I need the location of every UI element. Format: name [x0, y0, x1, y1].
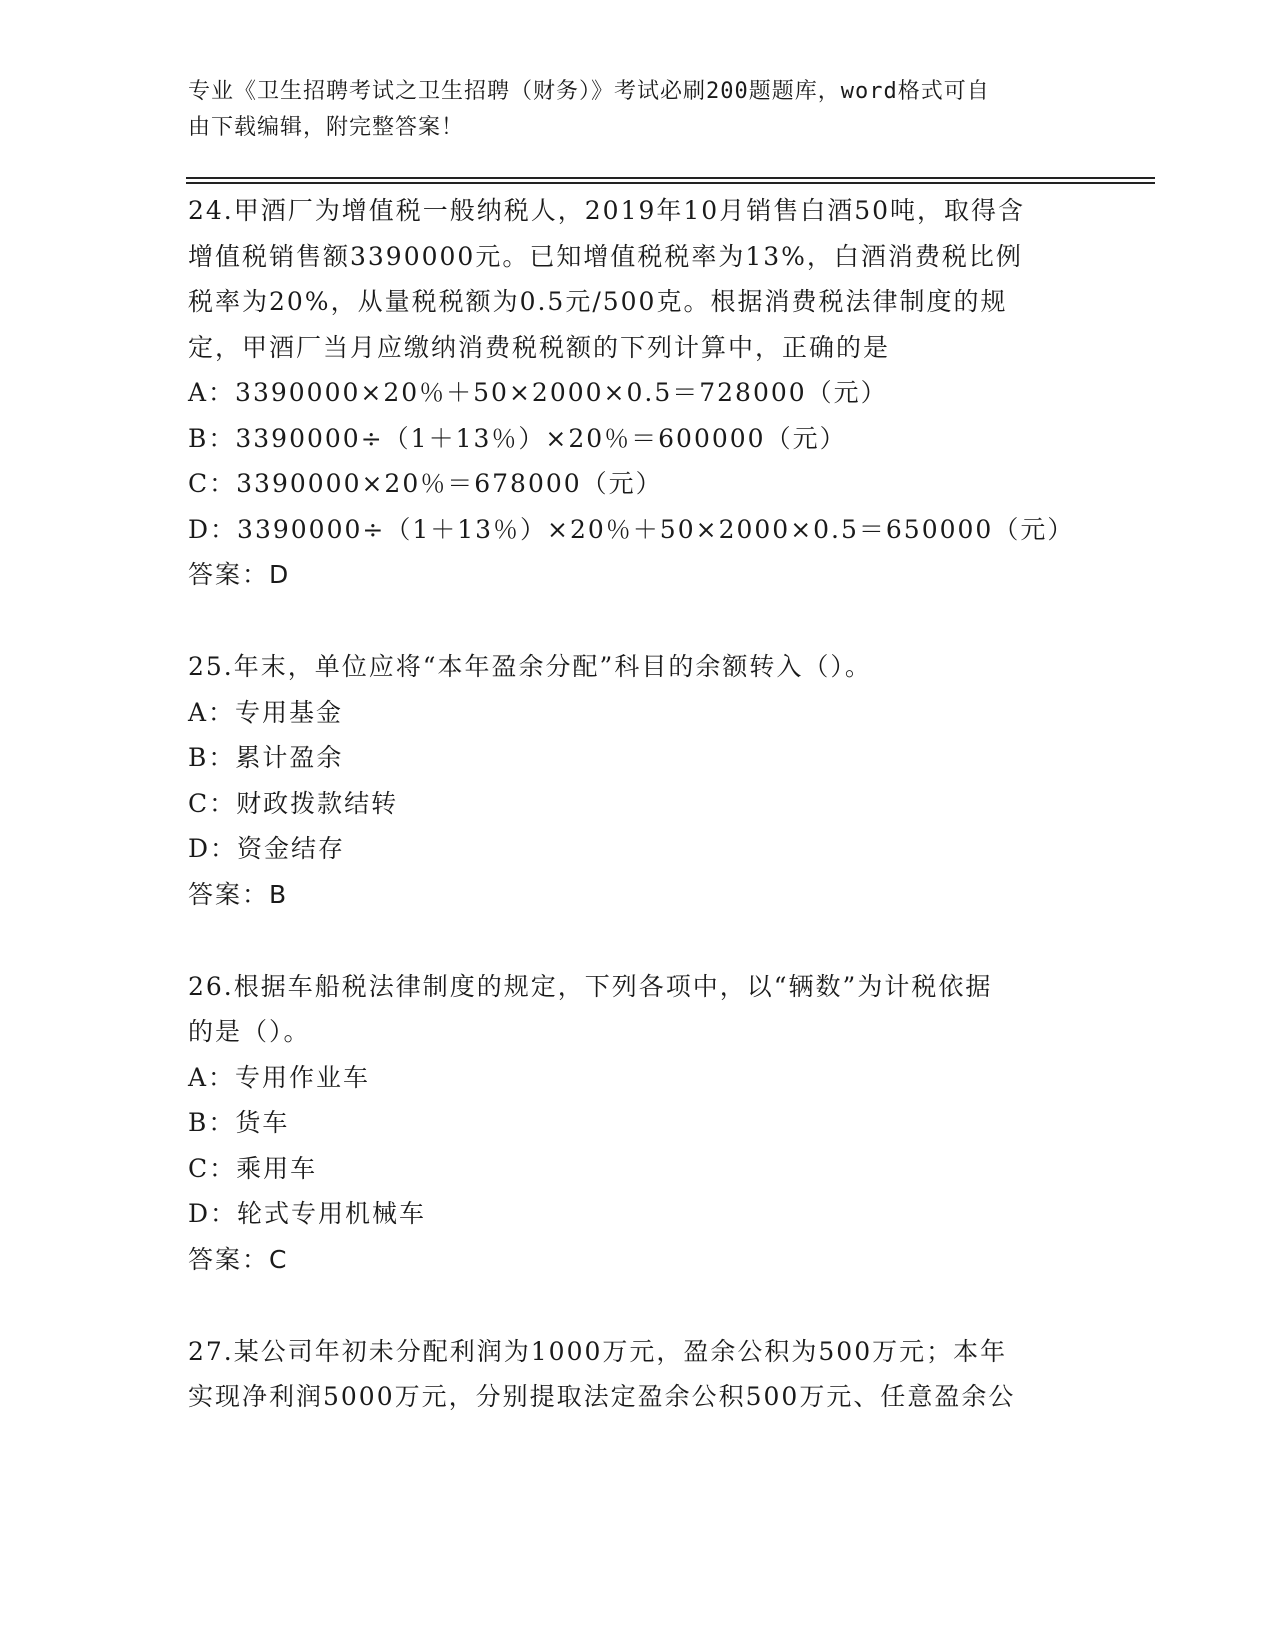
option-c: C：乘用车: [188, 1153, 318, 1183]
answer-label: 答案：B: [188, 879, 289, 909]
answer-label: 答案：D: [188, 560, 291, 589]
answer-label: 答案：C: [188, 1244, 289, 1274]
question-26: [188, 964, 1088, 1283]
option-c: C：3390000×20％＝678000（元）: [188, 469, 663, 498]
question-24: [188, 188, 1088, 598]
question-stem-line: 25.年末，单位应将“本年盈余分配”科目的余额转入（）。: [188, 652, 872, 681]
question-list: [188, 188, 1088, 1466]
question-stem-line: 24.甲酒厂为增值税一般纳税人，2019年10月销售白酒50吨，取得含: [188, 196, 1026, 225]
header-rule-bottom: [186, 182, 1155, 184]
question-stem-line: 实现净利润5000万元，分别提取法定盈余公积500万元、任意盈余公: [188, 1382, 1016, 1411]
header-line-2: 由下载编辑，附完整答案！: [188, 115, 465, 140]
question-stem-line: 定，甲酒厂当月应缴纳消费税税额的下列计算中，正确的是: [188, 332, 891, 362]
option-a: A：专用基金: [188, 697, 344, 727]
header-line-1: 专业《卫生招聘考试之卫生招聘（财务）》考试必刷200题题库，word格式可自: [188, 79, 990, 104]
option-b: B：货车: [188, 1108, 290, 1137]
option-d: D：资金结存: [188, 834, 346, 863]
header-rule-top: [186, 177, 1155, 179]
question-stem-line: 增值税销售额3390000元。已知增值税税率为13%，白酒消费税比例: [188, 241, 1023, 271]
question-25: [188, 644, 1088, 918]
option-a: A：专用作业车: [188, 1062, 371, 1092]
question-stem-line: 26.根据车船税法律制度的规定，下列各项中，以“辆数”为计税依据: [188, 971, 993, 1001]
option-a: A：3390000×20％＋50×2000×0.5＝728000（元）: [188, 378, 888, 407]
option-b: B：3390000÷（1＋13％）×20％＝600000（元）: [188, 423, 847, 453]
question-stem-line: 税率为20%，从量税税额为0.5元/500克。根据消费税法律制度的规: [188, 287, 1008, 316]
option-d: D：轮式专用机械车: [188, 1199, 427, 1228]
document-header: [188, 74, 1088, 146]
question-stem-line: 27.某公司年初未分配利润为1000万元，盈余公积为500万元；本年: [188, 1336, 1008, 1366]
option-d: D：3390000÷（1＋13％）×20％＋50×2000×0.5＝650000（元）: [188, 514, 1075, 544]
option-b: B：累计盈余: [188, 743, 344, 772]
question-27: [188, 1329, 1088, 1420]
option-c: C：财政拨款结转: [188, 788, 399, 818]
question-stem-line: 的是（）。: [188, 1017, 311, 1046]
